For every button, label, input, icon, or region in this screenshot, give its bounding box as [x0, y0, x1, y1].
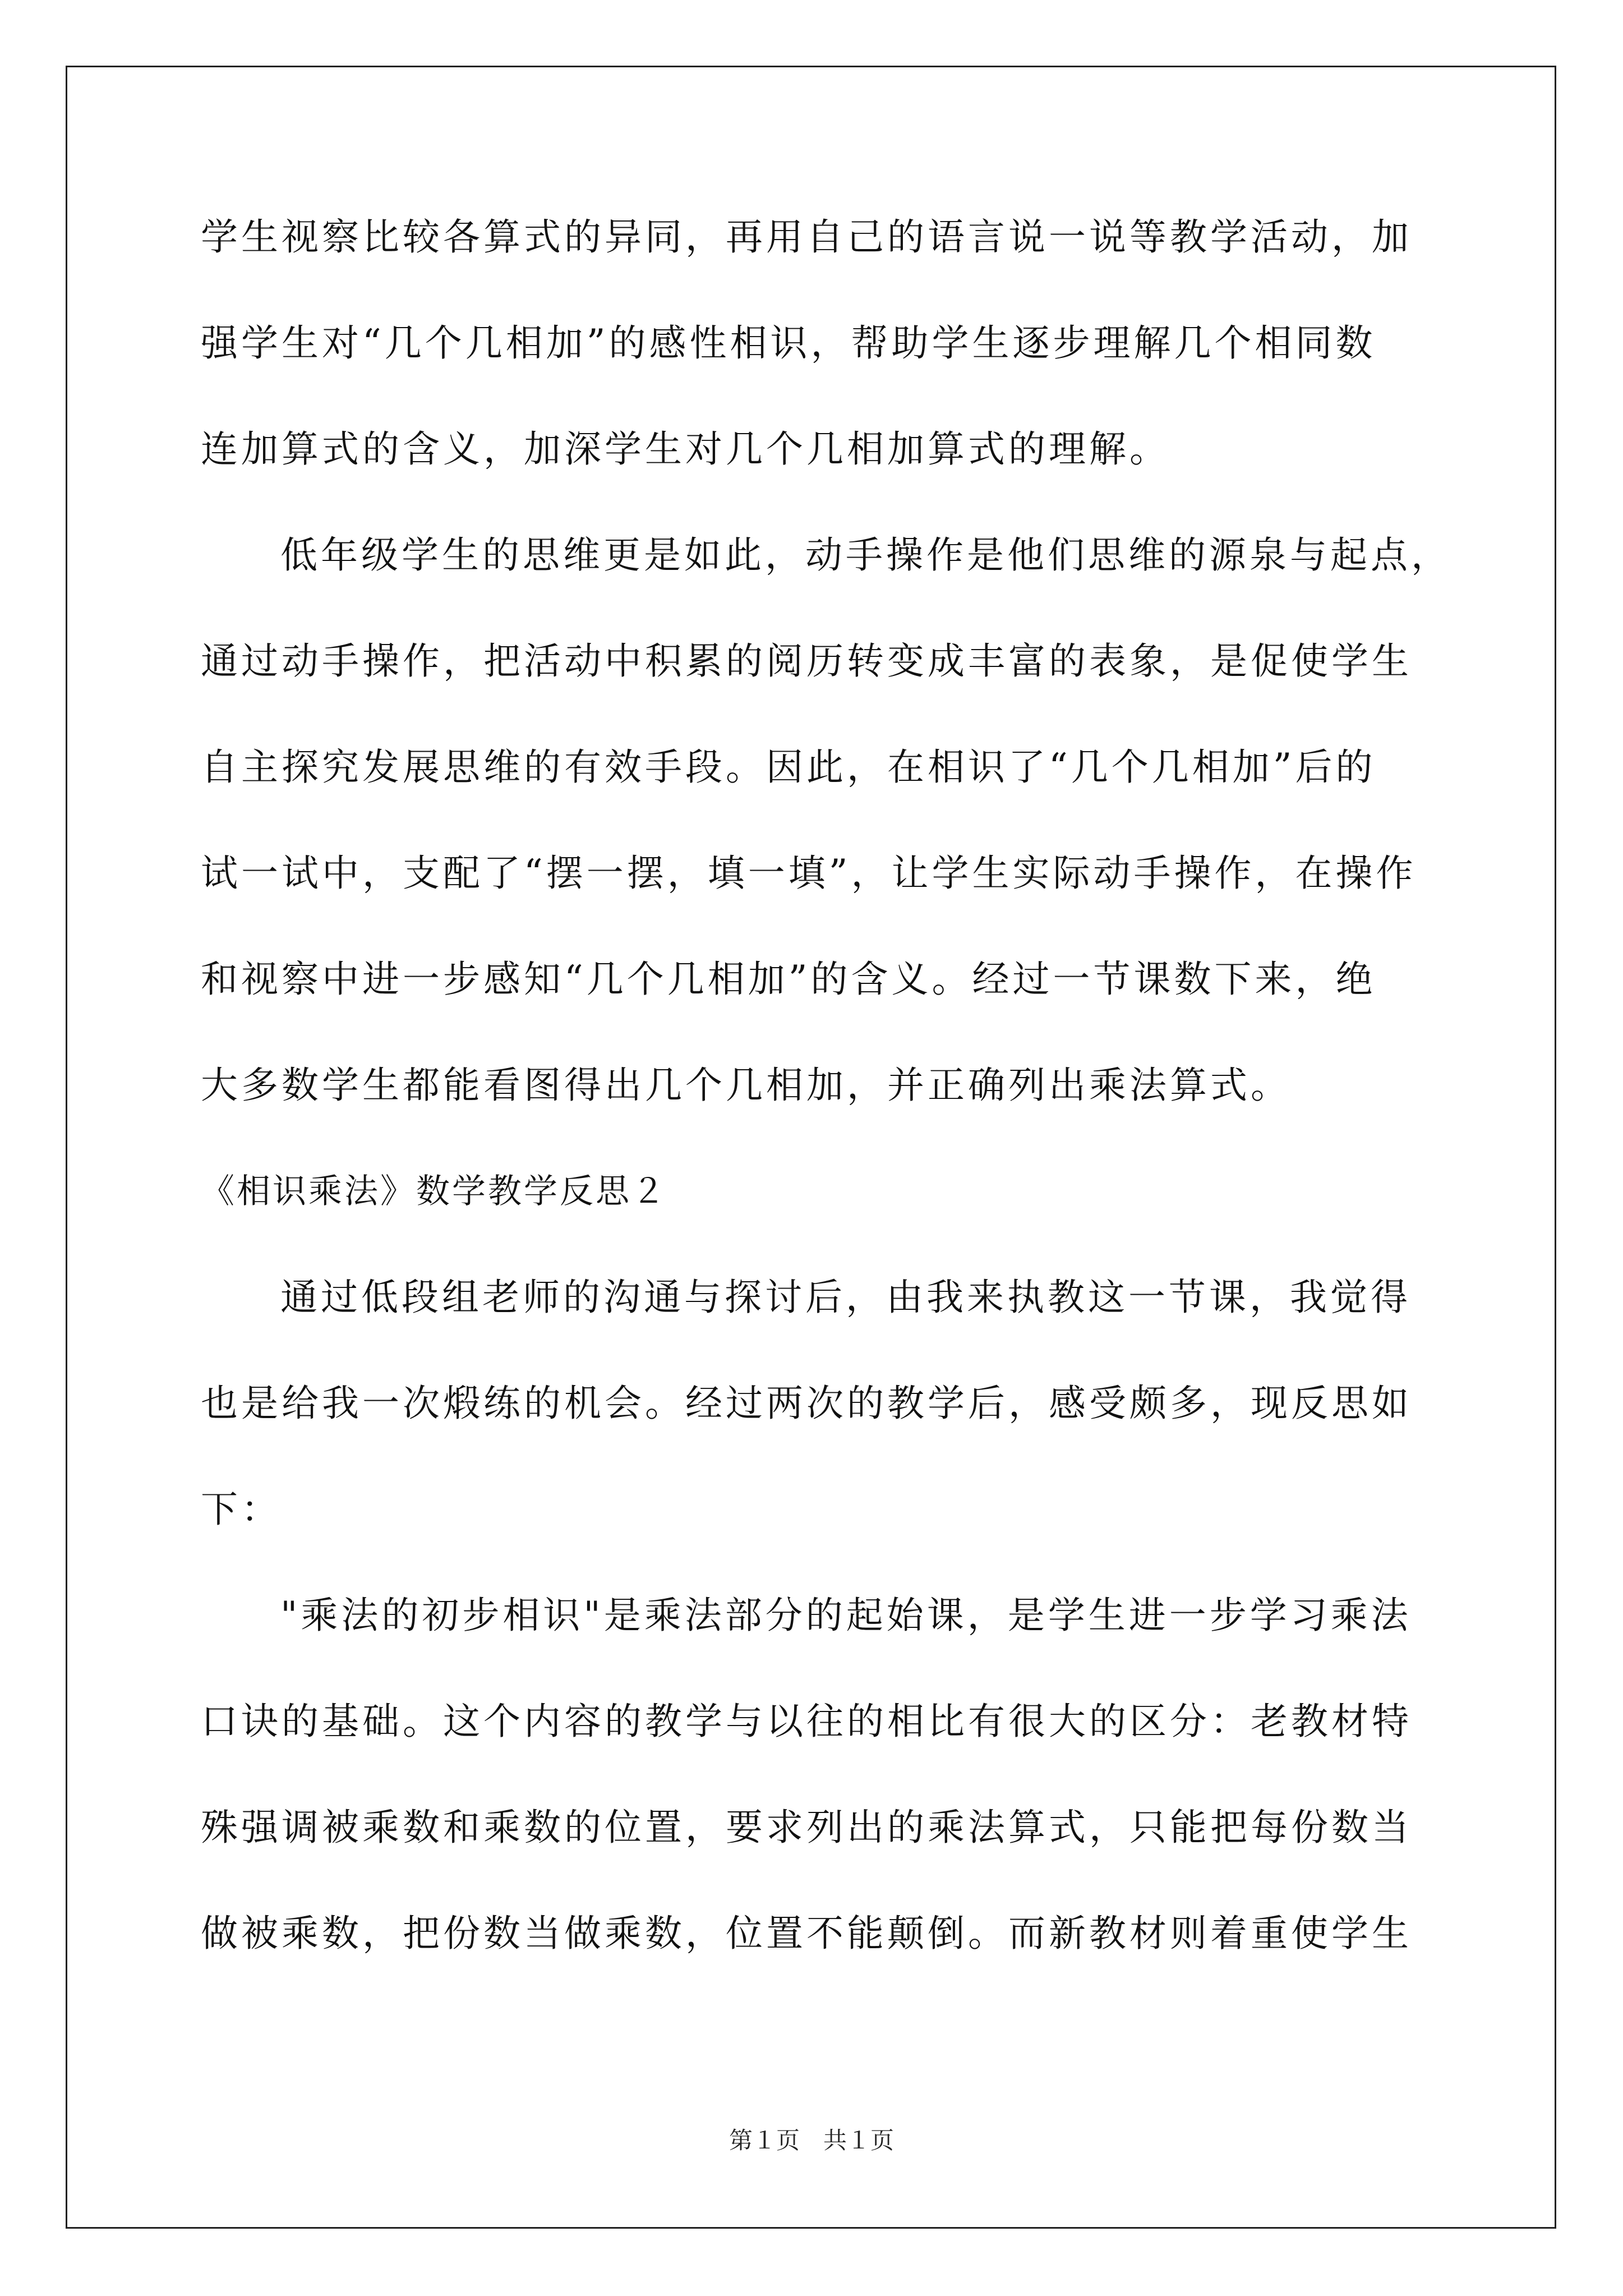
section-heading: 《相识乘法》数学教学反思２	[201, 1172, 667, 1211]
paragraph-line: 试一试中，支配了“摆一摆，填一填”，让学生实际动手操作，在操作	[201, 852, 1417, 895]
paragraph-line: 自主探究发展思维的有效手段。因此，在相识了“几个几相加”后的	[201, 746, 1376, 789]
paragraph-line: 殊强调被乘数和乘数的位置，要求列出的乘法算式，只能把每份数当	[201, 1806, 1412, 1849]
paragraph-line: 连加算式的含义，加深学生对几个几相加算式的理解。	[201, 427, 1170, 471]
paragraph-line: 通过低段组老师的沟通与探讨后，由我来执教这一节课，我觉得	[280, 1276, 1411, 1319]
paragraph-line: 大多数学生都能看图得出几个几相加，并正确列出乘法算式。	[201, 1064, 1291, 1107]
paragraph-line: "乘法的初步相识"是乘法部分的起始课，是学生进一步学习乘法	[280, 1594, 1412, 1637]
paragraph-line: 口诀的基础。这个内容的教学与以往的相比有很大的区分：老教材特	[201, 1700, 1412, 1743]
paragraph-line: 和视察中进一步感知“几个几相加”的含义。经过一节课数下来，绝	[201, 958, 1376, 1001]
page-footer: 第１页 共１页	[728, 2127, 894, 2154]
paragraph-line: 学生视察比较各算式的异同，再用自己的语言说一说等教学活动，加	[201, 215, 1412, 259]
paragraph-line: 低年级学生的思维更是如此，动手操作是他们思维的源泉与起点，	[280, 533, 1451, 577]
paragraph-line: 强学生对“几个几相加”的感性相识，帮助学生逐步理解几个相同数	[201, 321, 1376, 365]
paragraph-line: 做被乘数，把份数当做乘数，位置不能颠倒。而新教材则着重使学生	[201, 1912, 1412, 1955]
paragraph-line: 下：	[201, 1488, 282, 1531]
paragraph-line: 通过动手操作，把活动中积累的阅历转变成丰富的表象，是促使学生	[201, 639, 1412, 683]
document-body	[201, 215, 1451, 2021]
paragraph-line: 也是给我一次煅练的机会。经过两次的教学后，感受颇多，现反思如	[201, 1382, 1412, 1425]
